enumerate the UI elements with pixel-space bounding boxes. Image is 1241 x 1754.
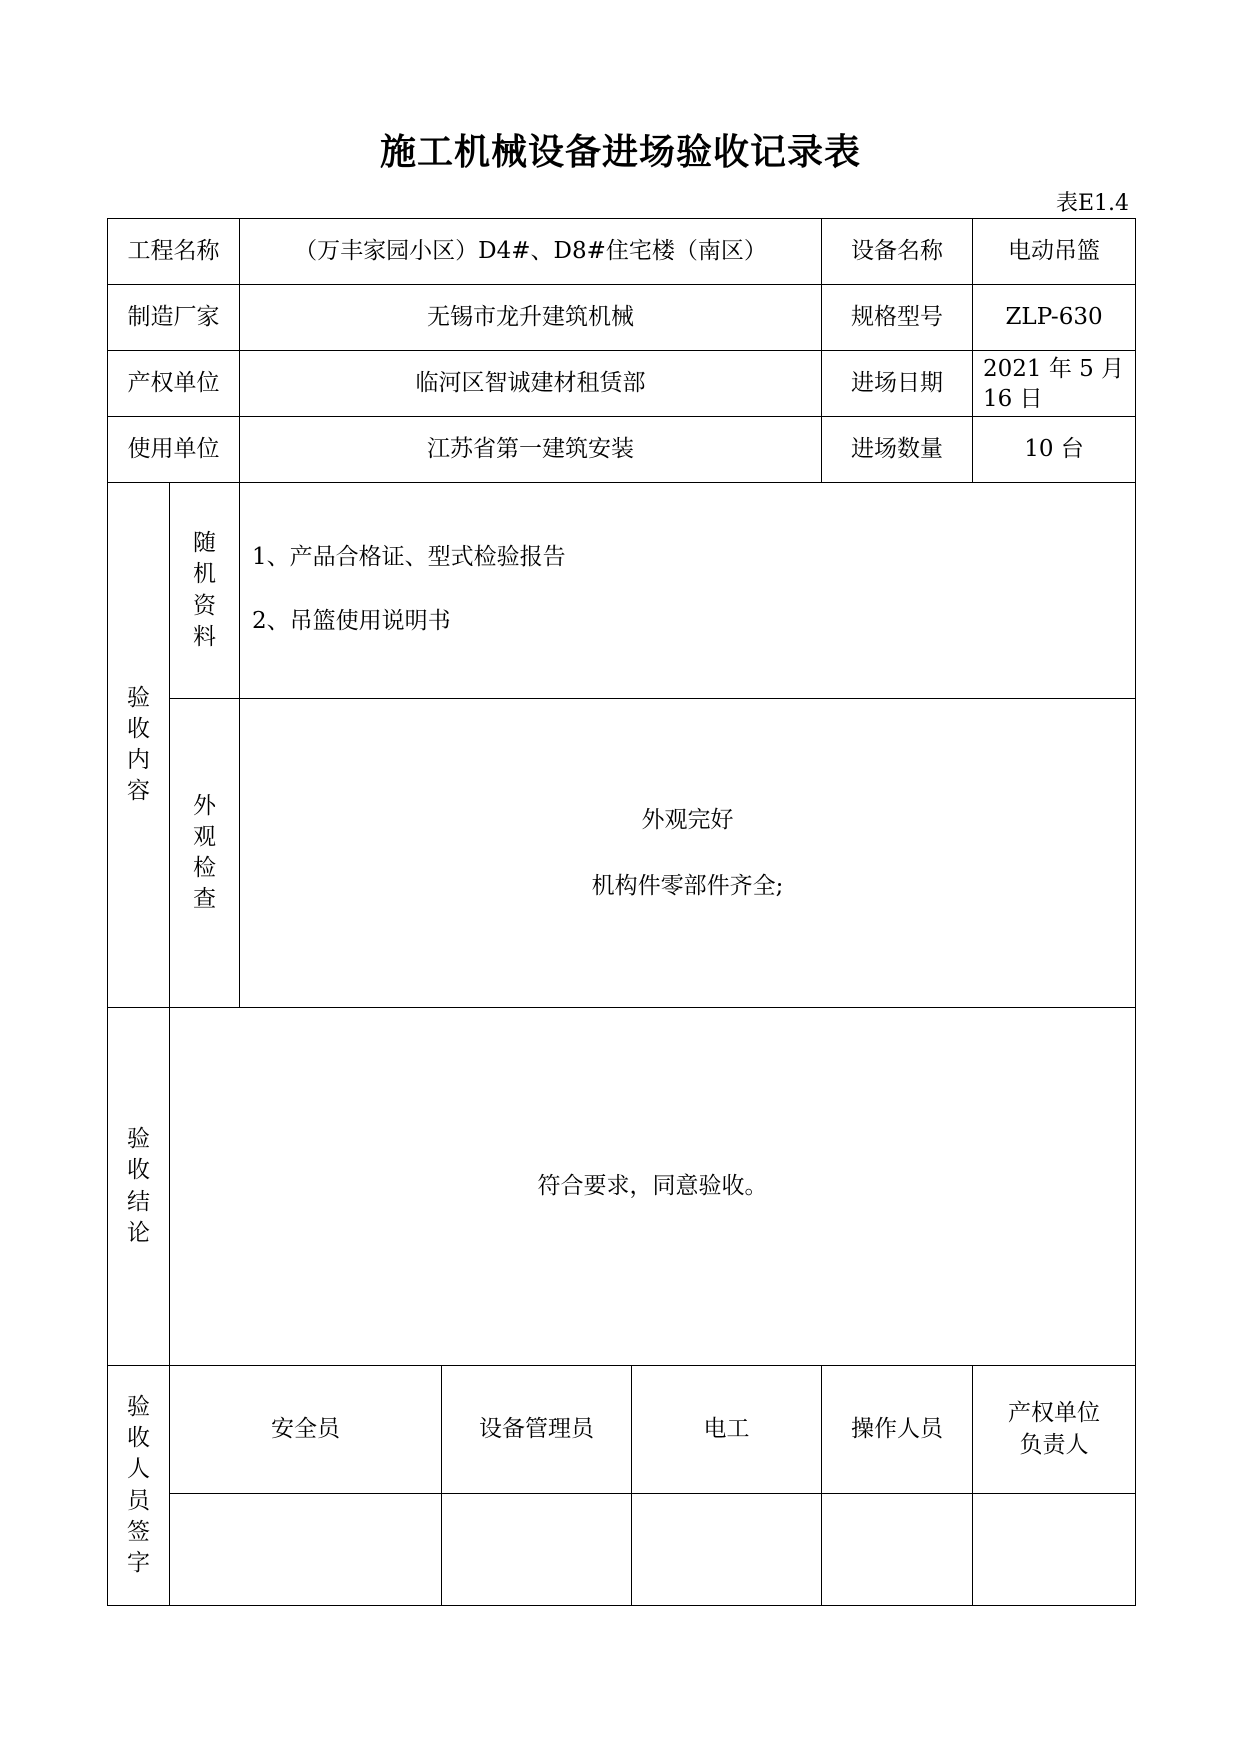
user-unit-label: 使用单位	[108, 417, 240, 483]
role-operator: 操作人员	[822, 1366, 973, 1494]
row-signature-blanks	[108, 1494, 1136, 1606]
entry-date-label: 进场日期	[822, 351, 973, 417]
equipment-name-value: 电动吊篮	[973, 219, 1136, 285]
equipment-name-label: 设备名称	[822, 219, 973, 285]
owner-label: 产权单位	[108, 351, 240, 417]
user-unit-value: 江苏省第一建筑安装	[240, 417, 822, 483]
role-electrician: 电工	[632, 1366, 822, 1494]
row-user	[108, 417, 1136, 483]
page-title: 施工机械设备进场验收记录表	[379, 131, 861, 173]
model-label: 规格型号	[822, 285, 973, 351]
owner-value: 临河区智诚建材租赁部	[240, 351, 822, 417]
conclusion-text: 符合要求，同意验收。	[170, 1008, 1136, 1366]
signature-field-equipment-manager[interactable]	[442, 1494, 632, 1606]
model-value: ZLP-630	[973, 285, 1136, 351]
role-equipment-manager: 设备管理员	[442, 1366, 632, 1494]
appearance-item: 外观完好	[641, 807, 734, 833]
signature-field-owner-representative[interactable]	[973, 1494, 1136, 1606]
row-appearance	[108, 699, 1136, 1008]
project-name-label: 工程名称	[108, 219, 240, 285]
docs-content	[240, 483, 1136, 699]
form-number: 表E1.4	[1055, 191, 1129, 216]
row-manufacturer	[108, 285, 1136, 351]
entry-date-value: 2021 年 5 月 16 日	[973, 351, 1136, 417]
appearance-label: 外 观 检 查	[170, 699, 240, 1008]
role-owner-representative: 产权单位 负责人	[973, 1366, 1136, 1494]
signature-field-safety-officer[interactable]	[170, 1494, 442, 1606]
project-name-value: （万丰家园小区）D4#、D8#住宅楼（南区）	[240, 219, 822, 285]
row-owner	[108, 351, 1136, 417]
role-safety-officer: 安全员	[170, 1366, 442, 1494]
manufacturer-label: 制造厂家	[108, 285, 240, 351]
row-signature-roles	[108, 1366, 1136, 1494]
docs-item: 1、产品合格证、型式检验报告	[252, 544, 566, 570]
row-conclusion	[108, 1008, 1136, 1366]
signature-field-electrician[interactable]	[632, 1494, 822, 1606]
inspection-content-label: 验 收 内 容	[108, 483, 170, 1008]
entry-quantity-label: 进场数量	[822, 417, 973, 483]
appearance-content	[240, 699, 1136, 1008]
entry-quantity-value: 10 台	[973, 417, 1136, 483]
row-docs	[108, 483, 1136, 699]
acceptance-record-table	[107, 218, 1136, 1606]
row-project	[108, 219, 1136, 285]
docs-item: 2、吊篮使用说明书	[252, 608, 451, 634]
signature-field-operator[interactable]	[822, 1494, 973, 1606]
conclusion-label: 验 收 结 论	[108, 1008, 170, 1366]
signature-label: 验 收 人 员 签 字	[108, 1366, 170, 1606]
manufacturer-value: 无锡市龙升建筑机械	[240, 285, 822, 351]
docs-label: 随 机 资 料	[170, 483, 240, 699]
appearance-item: 机构件零部件齐全;	[591, 873, 784, 899]
